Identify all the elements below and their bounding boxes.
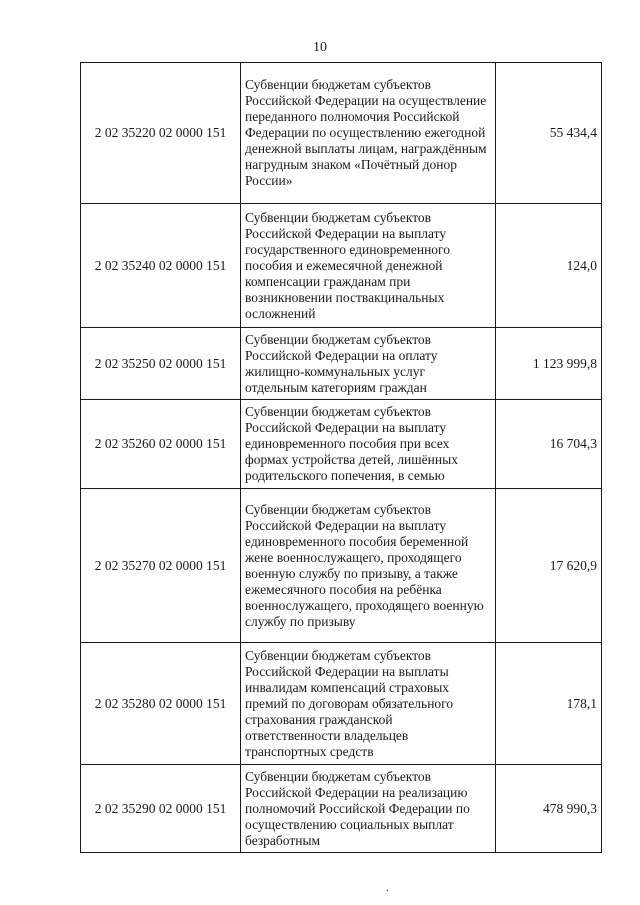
table-row	[81, 400, 602, 489]
description-cell: Субвенции бюджетам субъектов Российской Федерации на выплаты инвалидам компенсаций страховых премий по договорам обязательного страхования гражданской ответственности владельцев транспортных средств	[241, 643, 496, 765]
budget-code-cell: 2 02 35250 02 0000 151	[81, 328, 241, 400]
budget-code-cell: 2 02 35220 02 0000 151	[81, 63, 241, 204]
amount-cell: 55 434,4	[496, 63, 602, 204]
budget-table	[80, 62, 602, 853]
amount-cell: 124,0	[496, 204, 602, 328]
description-cell: Субвенции бюджетам субъектов Российской Федерации на выплату единовременного пособия беременной жене военнослужащего, проходящего военную службу по призыву, а также ежемесячного пособия на ребёнка военнослужащего, проходящего военную службу по призыву	[241, 489, 496, 643]
amount-cell: 478 990,3	[496, 765, 602, 853]
description-cell: Субвенции бюджетам субъектов Российской Федерации на выплату единовременного пособия при всех формах устройства детей, лишённых родительского попечения, в семью	[241, 400, 496, 489]
footer-mark: .	[386, 883, 389, 894]
budget-code-cell: 2 02 35280 02 0000 151	[81, 643, 241, 765]
table-row	[81, 328, 602, 400]
budget-code-cell: 2 02 35270 02 0000 151	[81, 489, 241, 643]
budget-code-cell: 2 02 35240 02 0000 151	[81, 204, 241, 328]
amount-cell: 16 704,3	[496, 400, 602, 489]
budget-code-cell: 2 02 35290 02 0000 151	[81, 765, 241, 853]
amount-cell: 17 620,9	[496, 489, 602, 643]
table-row	[81, 765, 602, 853]
amount-cell: 1 123 999,8	[496, 328, 602, 400]
table-row	[81, 489, 602, 643]
table-row	[81, 643, 602, 765]
amount-cell: 178,1	[496, 643, 602, 765]
description-cell: Субвенции бюджетам субъектов Российской Федерации на осуществление переданного полномочия Российской Федерации по осуществлению ежегодной денежной выплаты лицам, награждённым нагрудным знаком «Почётный донор России»	[241, 63, 496, 204]
table-row	[81, 63, 602, 204]
table-row	[81, 204, 602, 328]
page-number: 10	[313, 40, 327, 55]
description-cell: Субвенции бюджетам субъектов Российской Федерации на оплату жилищно-коммунальных услуг отдельным категориям граждан	[241, 328, 496, 400]
description-cell: Субвенции бюджетам субъектов Российской Федерации на выплату государственного единовременного пособия и ежемесячной денежной компенсации гражданам при возникновении поствакцинальных осложнений	[241, 204, 496, 328]
description-cell: Субвенции бюджетам субъектов Российской Федерации на реализацию полномочий Российской Федерации по осуществлению социальных выплат безработным	[241, 765, 496, 853]
budget-code-cell: 2 02 35260 02 0000 151	[81, 400, 241, 489]
